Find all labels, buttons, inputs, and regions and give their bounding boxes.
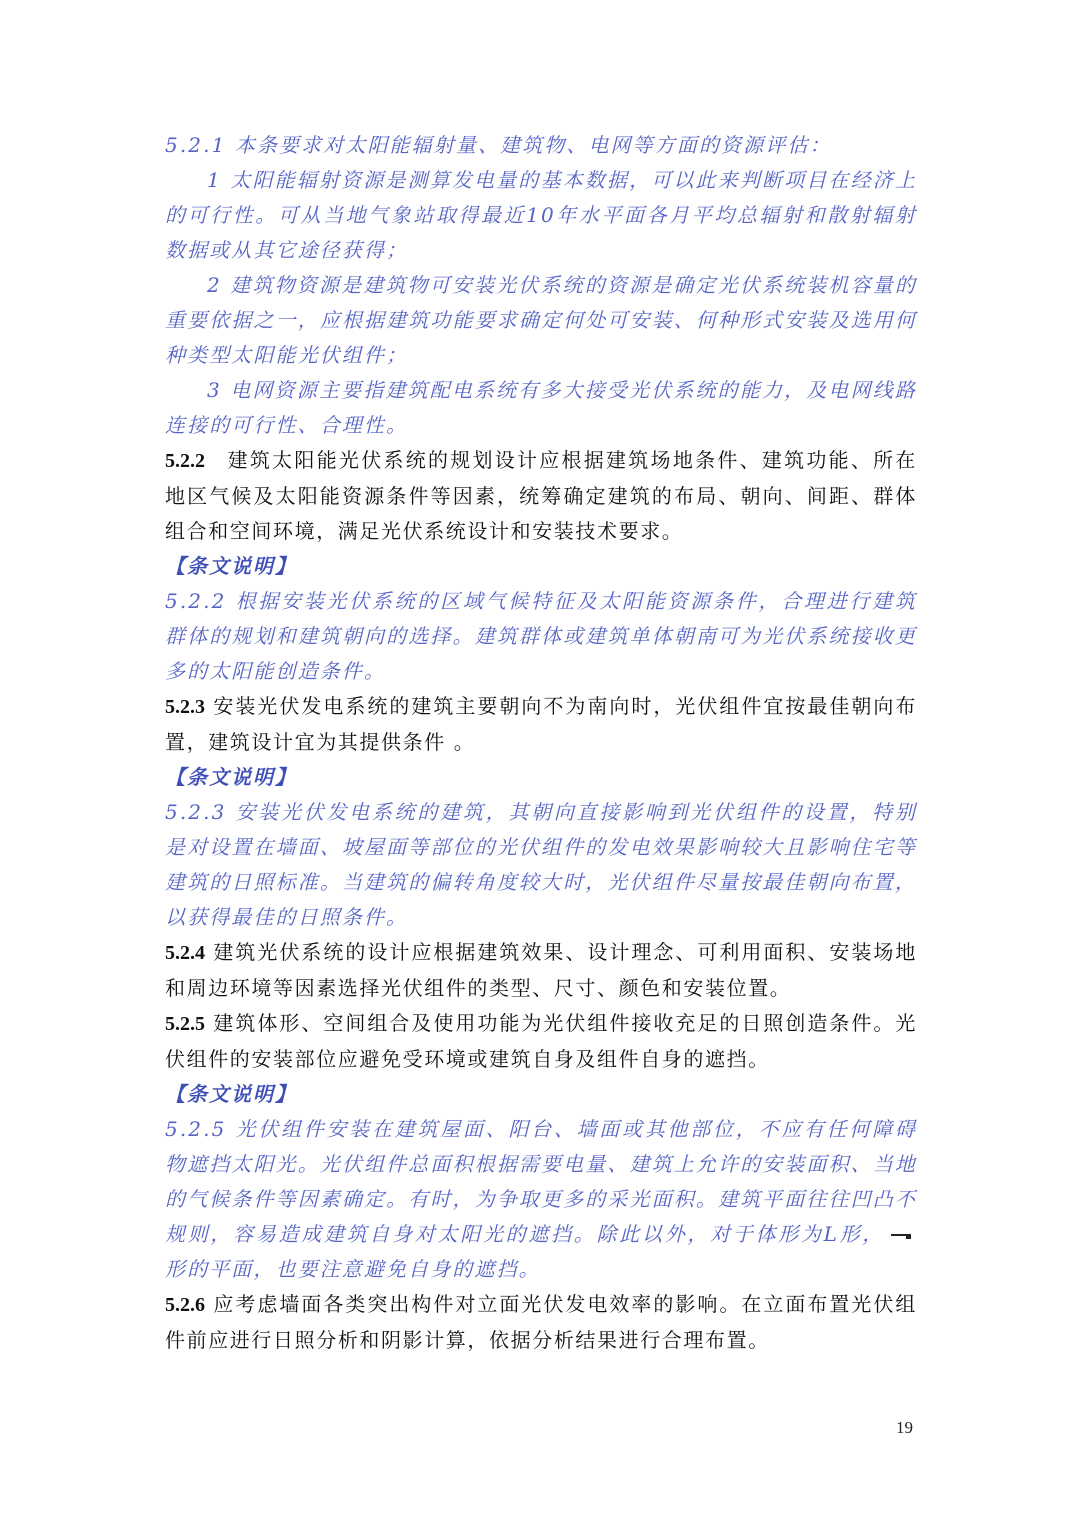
- clause-text: 建筑太阳能光伏系统的规划设计应根据建筑场地条件、建筑功能、所在地区气候及太阳能资源条件等因素，统筹确定建筑的布局、朝向、间距、群体组合和空间环境，满足光伏系统设计和安装技术要求。: [165, 448, 917, 543]
- clause-number: 5.2.5: [165, 1013, 205, 1035]
- clause-text: 应考虑墙面各类突出构件对立面光伏发电效率的影响。在立面布置光伏组件前应进行日照分析和阴影计算，依据分析结果进行合理布置。: [165, 1292, 917, 1352]
- note-5-2-1-intro: 5.2.1 本条要求对太阳能辐射量、建筑物、电网等方面的资源评估：: [165, 133, 832, 157]
- note-text-part-1: 5.2.5 光伏组件安装在建筑屋面、阳台、墙面或其他部位，不应有任何障碍物遮挡太阳光。光伏组件总面积根据需要电量、建筑上允许的安装面积、当地的气候条件等因素确定。有时，为争取更多的采光面积。建筑平面往往凹凸不规则，容易造成建筑自身对太阳光的遮挡。除此以外，对于体形为L形，: [165, 1117, 917, 1246]
- note-text-part-2: 形的平面，也要注意避免自身的遮挡。: [165, 1257, 541, 1281]
- note-5-2-5: [165, 1112, 917, 1287]
- note-5-2-1-item-1: 1 太阳能辐射资源是测算发电量的基本数据，可以此来判断项目在经济上的可行性。可从当地气象站取得最近10年水平面各月平均总辐射和散射辐射数据或从其它途径获得；: [165, 168, 917, 262]
- clause-number: 5.2.6: [165, 1294, 205, 1316]
- clause-number: 5.2.4: [165, 942, 205, 964]
- clause-5-2-2: [165, 443, 917, 549]
- clause-5-2-4: [165, 935, 917, 1006]
- clause-text: 建筑体形、空间组合及使用功能为光伏组件接收充足的日照创造条件。光伏组件的安装部位应避免受环境或建筑自身及组件自身的遮挡。: [165, 1011, 917, 1071]
- plan-shape-icon: [889, 1230, 913, 1242]
- page-content: [165, 128, 917, 1358]
- clause-text: 安装光伏发电系统的建筑主要朝向不为南向时，光伏组件宜按最佳朝向布置，建筑设计宜为其提供条件 。: [165, 694, 917, 754]
- clause-number: 5.2.2: [165, 450, 205, 472]
- note-5-2-3: 5.2.3 安装光伏发电系统的建筑，其朝向直接影响到光伏组件的设置，特别是对设置在墙面、坡屋面等部位的光伏组件的发电效果影响较大且影响住宅等建筑的日照标准。当建筑的偏转角度较大时，光伏组件尽量按最佳朝向布置，以获得最佳的日照条件。: [165, 800, 917, 929]
- page-number: 19: [896, 1418, 913, 1437]
- clause-5-2-6: [165, 1287, 917, 1358]
- note-5-2-1-item-2: 2 建筑物资源是建筑物可安装光伏系统的资源是确定光伏系统装机容量的重要依据之一，应根据建筑功能要求确定何处可安装、何种形式安装及选用何种类型太阳能光伏组件；: [165, 273, 917, 367]
- clause-5-2-3: [165, 689, 917, 760]
- explanation-heading: 【条文说明】: [165, 554, 297, 578]
- clause-5-2-5: [165, 1006, 917, 1077]
- explanation-heading: 【条文说明】: [165, 1082, 297, 1106]
- note-5-2-2: 5.2.2 根据安装光伏系统的区域气候特征及太阳能资源条件，合理进行建筑群体的规划和建筑朝向的选择。建筑群体或建筑单体朝南可为光伏系统接收更多的太阳能创造条件。: [165, 589, 917, 683]
- clause-text: 建筑光伏系统的设计应根据建筑效果、设计理念、可利用面积、安装场地和周边环境等因素选择光伏组件的类型、尺寸、颜色和安装位置。: [165, 940, 917, 1000]
- explanation-heading: 【条文说明】: [165, 765, 297, 789]
- clause-number: 5.2.3: [165, 696, 205, 718]
- note-5-2-1-item-3: 3 电网资源主要指建筑配电系统有多大接受光伏系统的能力，及电网线路连接的可行性、合理性。: [165, 378, 917, 437]
